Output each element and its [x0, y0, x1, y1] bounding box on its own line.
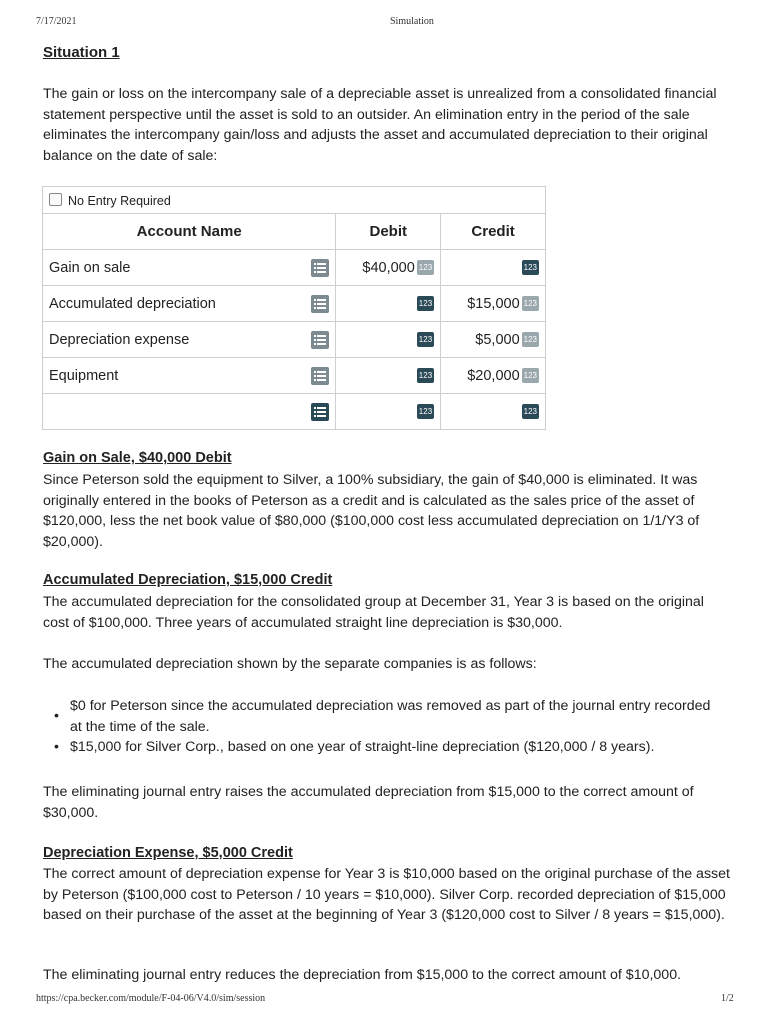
- credit-cell[interactable]: [441, 250, 546, 286]
- depexp-section-body: The correct amount of depreciation expense for Year 3 is $10,000 based on the original purchase of the asset by Peterson ($100,000 cost to Peterson / 10 years = $10,000). Silver Corp. recorded depreciation of $15,000 based on their purchase of the asset at the beginning of Year 3 ($120,000 cost to Silver / 8 years = $15,000).: [43, 866, 730, 923]
- gain-section-title: Gain on Sale, $40,000 Debit: [43, 450, 232, 466]
- column-header-credit: Credit: [441, 214, 546, 250]
- credit-value: $15,000: [467, 295, 520, 312]
- numeric-input-icon[interactable]: 123: [522, 296, 539, 311]
- numeric-input-icon[interactable]: 123: [522, 368, 539, 383]
- debit-cell[interactable]: [336, 250, 441, 286]
- print-date: 7/17/2021: [36, 16, 77, 27]
- credit-value: $5,000: [475, 331, 520, 348]
- table-row: [43, 358, 546, 394]
- account-cell[interactable]: [43, 250, 336, 286]
- list-item: • $0 for Peterson since the accumulated depreciation was removed as part of the journal entry recorded at the time of the sale.: [52, 696, 712, 737]
- no-entry-required-checkbox[interactable]: [49, 193, 62, 206]
- gain-section-body: Since Peterson sold the equipment to Silver, a 100% subsidiary, the gain of $40,000 is eliminated. It was originally entered in the books of Peterson as a credit and is calculated as the sales price of the asset of $120,000, less the net book value of $80,000 ($100,000 cost less accumulated depreciation on 1/1/Y3 of $20,000).: [43, 472, 700, 550]
- column-header-account: Account Name: [43, 214, 336, 250]
- account-cell[interactable]: [43, 358, 336, 394]
- depexp-section-body-2: The eliminating journal entry reduces the depreciation from $15,000 to the correct amount of $10,000.: [43, 967, 682, 983]
- accum-section-body-2: The accumulated depreciation shown by the separate companies is as follows:: [43, 656, 537, 672]
- print-url: https://cpa.becker.com/module/F-04-06/V4.0/sim/session: [36, 993, 266, 1004]
- numeric-input-icon[interactable]: 123: [417, 368, 434, 383]
- journal-entry-table: [42, 186, 546, 430]
- account-cell[interactable]: [43, 322, 336, 358]
- account-name: Equipment: [49, 367, 119, 384]
- list-item: • $15,000 for Silver Corp., based on one year of straight-line depreciation ($120,000 / 8 years).: [52, 737, 712, 758]
- account-name: Depreciation expense: [49, 331, 190, 348]
- list-icon[interactable]: [311, 259, 329, 277]
- debit-cell[interactable]: [336, 394, 441, 430]
- credit-value: $20,000: [467, 367, 520, 384]
- debit-cell[interactable]: [336, 358, 441, 394]
- numeric-input-icon[interactable]: 123: [522, 260, 539, 275]
- credit-cell[interactable]: [441, 286, 546, 322]
- table-row: [43, 286, 546, 322]
- list-icon[interactable]: [311, 403, 329, 421]
- situation-title: Situation 1: [43, 44, 120, 61]
- credit-cell[interactable]: [441, 358, 546, 394]
- accum-section-title: Accumulated Depreciation, $15,000 Credit: [43, 572, 333, 588]
- account-name: Gain on sale: [49, 259, 131, 276]
- numeric-input-icon[interactable]: 123: [417, 296, 434, 311]
- numeric-input-icon[interactable]: 123: [417, 404, 434, 419]
- table-row: [43, 322, 546, 358]
- debit-cell[interactable]: [336, 322, 441, 358]
- table-row: [43, 394, 546, 430]
- accum-section-body-3: The eliminating journal entry raises the accumulated depreciation from $15,000 to the correct amount of $30,000.: [43, 784, 694, 821]
- debit-cell[interactable]: [336, 286, 441, 322]
- intro-paragraph: The gain or loss on the intercompany sale of a depreciable asset is unrealized from a consolidated financial statement perspective until the asset is sold to an outsider. An elimination entry in the period of the sale eliminates the intercompany gain/loss and adjusts the asset and accumulated depreciation to their original balance on the date of sale:: [43, 86, 717, 164]
- numeric-input-icon[interactable]: 123: [522, 332, 539, 347]
- no-entry-required-row: [43, 187, 546, 214]
- column-header-debit: Debit: [336, 214, 441, 250]
- no-entry-required-label: No Entry Required: [68, 193, 171, 208]
- debit-value: $40,000: [362, 259, 415, 276]
- numeric-input-icon[interactable]: 123: [417, 260, 434, 275]
- print-page-number: 1/2: [721, 993, 734, 1004]
- accum-section-body: The accumulated depreciation for the consolidated group at December 31, Year 3 is based on the original cost of $100,000. Three years of accumulated straight line depreciation is $30,000.: [43, 594, 704, 631]
- accum-bullet-list: [52, 696, 712, 758]
- account-name: Accumulated depreciation: [49, 295, 216, 312]
- depexp-section-title: Depreciation Expense, $5,000 Credit: [43, 845, 293, 861]
- numeric-input-icon[interactable]: 123: [522, 404, 539, 419]
- account-cell[interactable]: [43, 394, 336, 430]
- table-row: [43, 250, 546, 286]
- account-cell[interactable]: [43, 286, 336, 322]
- credit-cell[interactable]: [441, 322, 546, 358]
- print-title: Simulation: [390, 16, 434, 27]
- numeric-input-icon[interactable]: 123: [417, 332, 434, 347]
- list-icon[interactable]: [311, 331, 329, 349]
- list-icon[interactable]: [311, 295, 329, 313]
- list-icon[interactable]: [311, 367, 329, 385]
- credit-cell[interactable]: [441, 394, 546, 430]
